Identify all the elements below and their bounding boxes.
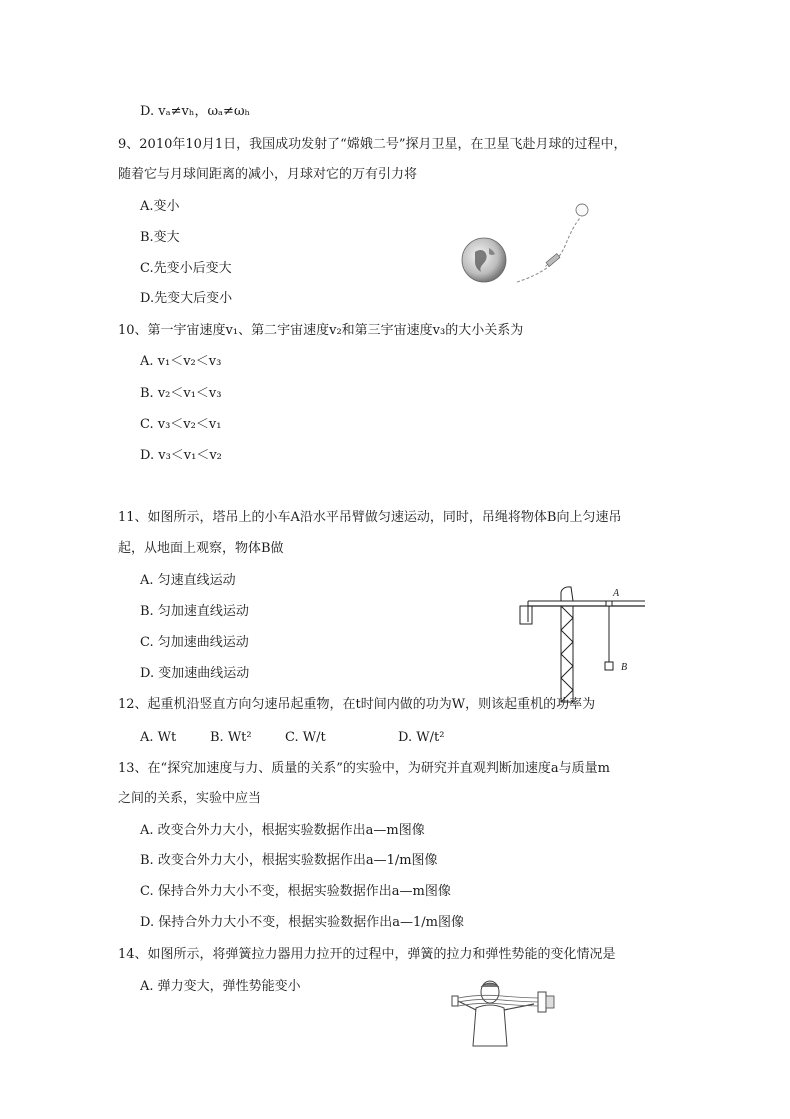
- q9-option-a: A.变小: [140, 199, 180, 214]
- q9-stem-line1: 9、2010年10月1日，我国成功发射了“嫦娥二号”探月卫星，在卫星飞赴月球的过程中，: [118, 137, 627, 152]
- q11-option-a: A. 匀速直线运动: [140, 573, 236, 588]
- q12-option-c: C. W/t: [285, 730, 326, 745]
- q10-option-c: C. v₃＜v₂＜v₁: [140, 417, 222, 432]
- tower-crane-figure: [515, 582, 650, 704]
- q8-option-d: D. vₐ≠vₕ，ωₐ≠ωₕ: [140, 104, 251, 119]
- q11-stem-line2: 起，从地面上观察，物体B做: [118, 541, 284, 556]
- q10-stem: 10、第一宇宙速度v₁、第二宇宙速度v₂和第三宇宙速度v₃的大小关系为: [118, 323, 524, 338]
- satellite-icon: [544, 254, 560, 269]
- trolley-a-label: A: [613, 588, 620, 599]
- q13-stem-line1: 13、在“探究加速度与力、质量的关系”的实验中，为研究并直观判断加速度a与质量m: [118, 761, 610, 776]
- earth-moon-figure: [455, 198, 605, 288]
- q12-stem: 12、起重机沿竖直方向匀速吊起重物，在t时间内做的功为W，则该起重机的功率为: [118, 697, 596, 712]
- q10-option-b: B. v₂＜v₁＜v₃: [140, 386, 222, 401]
- q13-stem-line2: 之间的关系，实验中应当: [118, 791, 262, 806]
- q11-stem-line1: 11、如图所示，塔吊上的小车A沿水平吊臂做匀速运动，同时，吊绳将物体B向上匀速吊: [118, 510, 622, 525]
- q13-option-a: A. 改变合外力大小，根据实验数据作出a—m图像: [140, 823, 425, 838]
- q9-option-b: B.变大: [140, 230, 180, 245]
- q10-option-a: A. v₁＜v₂＜v₃: [140, 354, 222, 369]
- trajectory-path: [517, 218, 580, 282]
- q11-option-c: C. 匀加速曲线运动: [140, 635, 249, 650]
- trolley-a: [606, 601, 612, 606]
- q9-option-d: D.先变大后变小: [140, 291, 233, 306]
- q14-stem: 14、如图所示，将弹簧拉力器用力拉开的过程中，弹簧的拉力和弹性势能的变化情况是: [118, 947, 616, 962]
- q12-option-a: A. Wt: [140, 730, 177, 745]
- q14-option-a: A. 弹力变大，弹性势能变小: [140, 979, 301, 994]
- q11-option-b: B. 匀加速直线运动: [140, 604, 249, 619]
- q13-option-d: D. 保持合外力大小不变，根据实验数据作出a—1/m图像: [140, 915, 464, 930]
- crane-tower: [561, 606, 573, 702]
- q13-option-b: B. 改变合外力大小，根据实验数据作出a—1/m图像: [140, 853, 438, 868]
- q12-option-b: B. Wt²: [210, 730, 252, 745]
- q10-option-d: D. v₃＜v₁＜v₂: [140, 448, 222, 463]
- q9-option-c: C.先变小后变大: [140, 261, 232, 276]
- q11-option-d: D. 变加速曲线运动: [140, 666, 250, 681]
- moon-icon: [576, 204, 588, 216]
- load-b-label: B: [621, 662, 628, 673]
- q9-stem-line2: 随着它与月球间距离的减小，月球对它的万有引力将: [118, 167, 418, 182]
- q13-option-c: C. 保持合外力大小不变，根据实验数据作出a—m图像: [140, 884, 451, 899]
- q12-option-d: D. W/t²: [398, 730, 445, 745]
- load-b: [605, 662, 613, 670]
- spring-expander-figure: [450, 978, 560, 1050]
